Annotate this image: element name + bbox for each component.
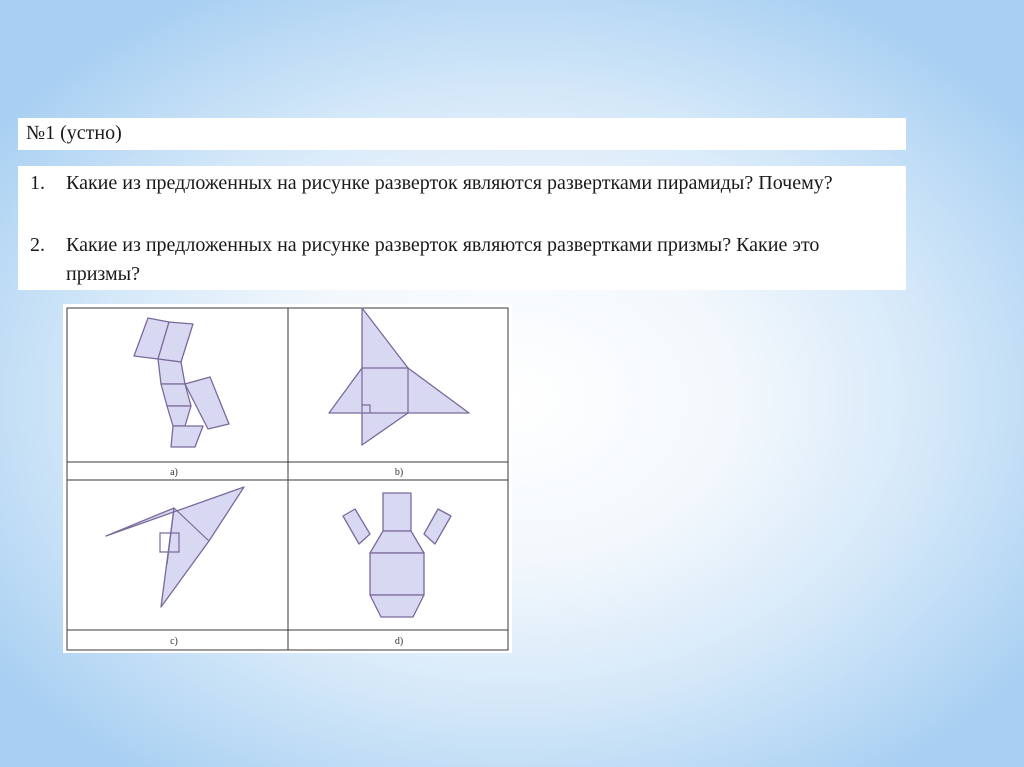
- net-d: [343, 493, 451, 617]
- slide-title: №1 (устно): [26, 122, 122, 144]
- question-number: 2.: [30, 234, 45, 256]
- net-c: [106, 487, 244, 607]
- net-a: [134, 318, 229, 447]
- nets-svg: [63, 304, 512, 653]
- caption-a: a): [170, 467, 178, 478]
- nets-figure: [63, 304, 512, 653]
- caption-b: b): [394, 467, 404, 478]
- question-text: Какие из предложенных на рисунке разверток являются развертками призмы? Какие это призмы?: [66, 234, 820, 285]
- questions-box: [18, 166, 906, 290]
- net-b: [329, 308, 469, 445]
- question-text: Какие из предложенных на рисунке разверток являются развертками пирамиды? Почему?: [66, 172, 833, 194]
- title-box: [18, 118, 906, 150]
- question-number: 1.: [30, 172, 45, 194]
- caption-d: d): [394, 636, 404, 647]
- caption-c: c): [170, 636, 178, 647]
